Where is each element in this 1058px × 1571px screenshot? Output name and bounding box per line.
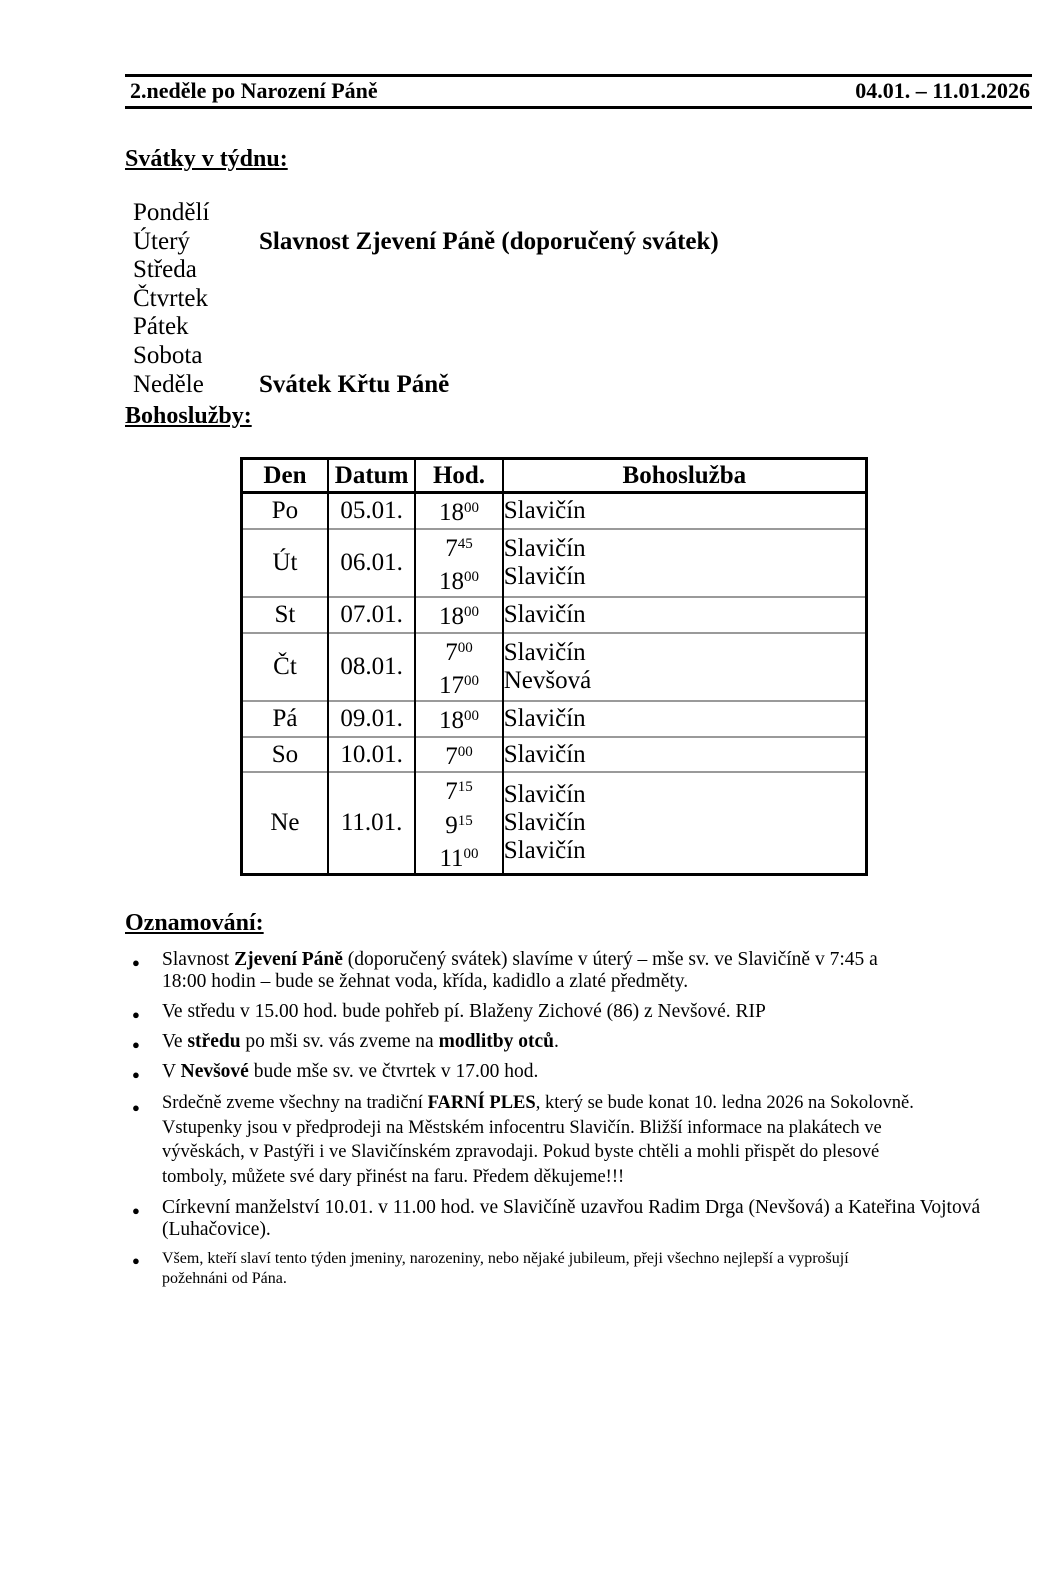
cell-hod [415,737,502,773]
table-header-den: Den [263,461,307,489]
service-time-minutes: 00 [457,743,473,760]
announcement-line [162,1031,1032,1053]
feast-day-row-1 [133,199,1032,228]
cell-place [503,633,867,702]
service-row-ne [242,772,867,874]
services-table-header [242,459,867,493]
service-time: $7^{15}$ [445,778,473,806]
feast-day-row-3 [133,256,1032,285]
cell-place [503,597,867,633]
cell-hod [415,772,502,874]
announcement-line [162,949,1032,971]
service-time-minutes: 00 [463,845,479,862]
cell-place [503,772,867,874]
service-place: Slavičín [503,534,586,562]
table-header-row [242,459,867,493]
day-feast: Slavnost Zjevení Páně (doporučený svátek) [259,227,719,255]
announcement-text: tomboly, můžete své dary přinést na faru. Předem děkujeme!!! [162,1166,625,1187]
announcement-text: Vstupenky jsou v předprodeji na Městském infocentru Slavičín. Bližší informace na plakátech ve [162,1117,882,1138]
services-table-body [242,493,867,875]
service-place: Slavičín [503,562,586,590]
service-row-st [242,597,867,633]
cell-den: Ne [270,809,300,837]
service-place: Slavičín [503,638,586,666]
service-place: Slavičín [503,601,586,629]
cell-datum: 09.01. [328,701,415,737]
announcement-line [162,971,1032,993]
service-time-minutes: 00 [457,639,473,656]
service-row-po [242,493,867,529]
date-range: 04.01. – 11.01.2026 [855,78,1030,103]
page-title: 2.neděle po Narození Páně [130,78,378,103]
day-name: Úterý [133,227,190,255]
day-name: Pondělí [133,199,210,226]
announcement-text: (Luhačovice). [162,1219,271,1241]
announcement-line [162,1165,1032,1190]
cell-datum: 06.01. [328,529,415,598]
service-place: Slavičín [503,705,586,733]
feast-day-row-7 [133,371,1032,400]
cell-hod [415,701,502,737]
announcement-item-1 [131,949,1032,993]
service-time: $7^{00}$ [445,638,473,666]
announcement-item-7 [131,1249,1032,1289]
feast-day-row-2 [133,228,1032,257]
feast-day-row-5 [133,313,1032,342]
cell-den: St [274,601,296,628]
announcement-line [162,1091,1032,1116]
announcement-text: požehnáni od Pána. [162,1270,287,1288]
announcement-item-4 [131,1061,1032,1083]
announcement-text-bold: středu [187,1031,241,1053]
announcement-line [162,1140,1032,1165]
service-time-minutes: 45 [457,535,473,552]
day-name: Pátek [133,313,189,341]
announcement-text: Slavnost [162,949,235,971]
announcement-text: . [553,1031,559,1053]
cell-place [503,737,867,773]
cell-hod [415,597,502,633]
announcement-item-5 [131,1091,1032,1189]
announcement-text: vývěskách, v Pastýři i ve Slavičínském zpravodaji. Pokud byste chtěli a mohli přispět do plesové [162,1142,880,1163]
cell-den: Po [271,496,299,524]
service-time: $17^{00}$ [439,672,480,700]
announcement-text: V [162,1061,181,1083]
day-name: Neděle [133,370,204,398]
announcement-text-bold: modlitby otců [438,1031,554,1053]
day-name: Sobota [133,341,203,369]
announcement-item-2 [131,1001,1032,1023]
service-time-minutes: 00 [464,673,480,690]
page-header [125,74,1032,109]
day-name: Středa [133,256,197,284]
oznamovani-heading: Oznamování: [125,910,264,937]
bulletin-page [0,74,1058,1571]
cell-den: Pá [272,705,298,733]
service-time: $7^{00}$ [445,742,473,770]
cell-hod [415,493,502,529]
announcement-text: Srdečně zveme všechny na tradiční [162,1093,428,1114]
announcement-text: Církevní manželství 10.01. v 11.00 hod. ve Slavičíně uzavřou Radim Drga (Nevšová) a Kateřina Vojtová [162,1197,981,1219]
svatky-heading: Svátky v týdnu: [125,146,288,172]
announcement-text-bold: FARNÍ PLES [427,1093,536,1114]
service-place: Nevšová [503,667,592,695]
table-header-datum: Datum [328,459,415,493]
announcement-text: , který se bude konat 10. ledna 2026 na Sokolovně. [535,1093,914,1114]
service-time: $18^{00}$ [439,499,480,527]
announcement-line [162,1116,1032,1141]
service-place: Slavičín [503,837,586,865]
cell-den: Út [272,548,298,576]
feast-days-list [133,199,1032,399]
service-time: $7^{45}$ [445,534,473,562]
announcement-text: po mši sv. vás zveme na [240,1031,439,1053]
service-time: $9^{15}$ [445,811,473,839]
announcement-text: 18:00 hodin – bude se žehnat voda, křída, kadidlo a zlaté předměty. [162,971,689,993]
announcement-line [162,1061,1032,1083]
cell-den: So [271,740,299,768]
service-row-so [242,737,867,773]
announcement-line [162,1269,1032,1289]
announcement-text-bold: Zjevení Páně [234,949,343,971]
announcement-item-6 [131,1197,1032,1241]
service-place: Slavičín [503,809,586,837]
services-table [240,457,868,876]
announcement-text-bold: Nevšové [180,1061,249,1083]
announcement-text: Ve středu v 15.00 hod. bude pohřeb pí. Blaženy Zichové (86) z Nevšové. RIP [162,1001,766,1023]
cell-datum: 11.01. [328,772,415,874]
service-time: $11^{00}$ [439,844,479,872]
feast-day-row-6 [133,342,1032,371]
announcement-line [162,1001,1032,1023]
service-place: Slavičín [503,740,586,768]
announcement-text: Všem, kteří slaví tento týden jmeniny, narozeniny, nebo nějaké jubileum, přeji všechno nejlepší a vyprošují [162,1250,849,1268]
feast-day-row-4 [133,285,1032,314]
service-row-čt [242,633,867,702]
cell-datum: 07.01. [328,597,415,633]
bohosluzby-heading: Bohoslužby: [125,403,252,430]
day-name: Čtvrtek [133,284,208,312]
announcement-line [162,1219,1032,1241]
announcement-line [162,1249,1032,1269]
cell-place [503,493,867,529]
announcement-text: Ve [162,1031,188,1053]
announcement-text: bude mše sv. ve čtvrtek v 17.00 hod. [248,1061,539,1083]
service-time: $18^{00}$ [439,707,480,735]
announcement-line [162,1197,1032,1219]
cell-hod [415,633,502,702]
cell-datum: 05.01. [328,493,415,529]
service-time-minutes: 15 [457,779,473,796]
cell-den: Čt [273,653,297,681]
service-place: Slavičín [503,780,586,808]
service-row-út [242,529,867,598]
cell-hod [415,529,502,598]
service-time: $18^{00}$ [439,567,480,595]
announcement-item-3 [131,1031,1032,1053]
service-time-minutes: 00 [464,708,480,725]
service-time: $18^{00}$ [439,603,480,631]
day-feast: Svátek Křtu Páně [259,370,450,398]
cell-datum: 10.01. [328,737,415,773]
cell-datum: 08.01. [328,633,415,702]
cell-place [503,701,867,737]
service-row-pá [242,701,867,737]
service-time-minutes: 00 [464,500,480,517]
cell-place [503,529,867,598]
service-place: Slavičín [503,497,586,525]
service-time-minutes: 00 [464,568,480,585]
table-header-hod: Hod. [415,459,502,493]
announcement-text: (doporučený svátek) slavíme v úterý – mše sv. ve Slavičíně v 7:45 a [342,949,878,971]
service-time-minutes: 15 [457,812,473,829]
table-header-bohosluba: Bohoslužba [503,459,867,493]
announcements-list [125,949,1032,1289]
service-time-minutes: 00 [464,604,480,621]
